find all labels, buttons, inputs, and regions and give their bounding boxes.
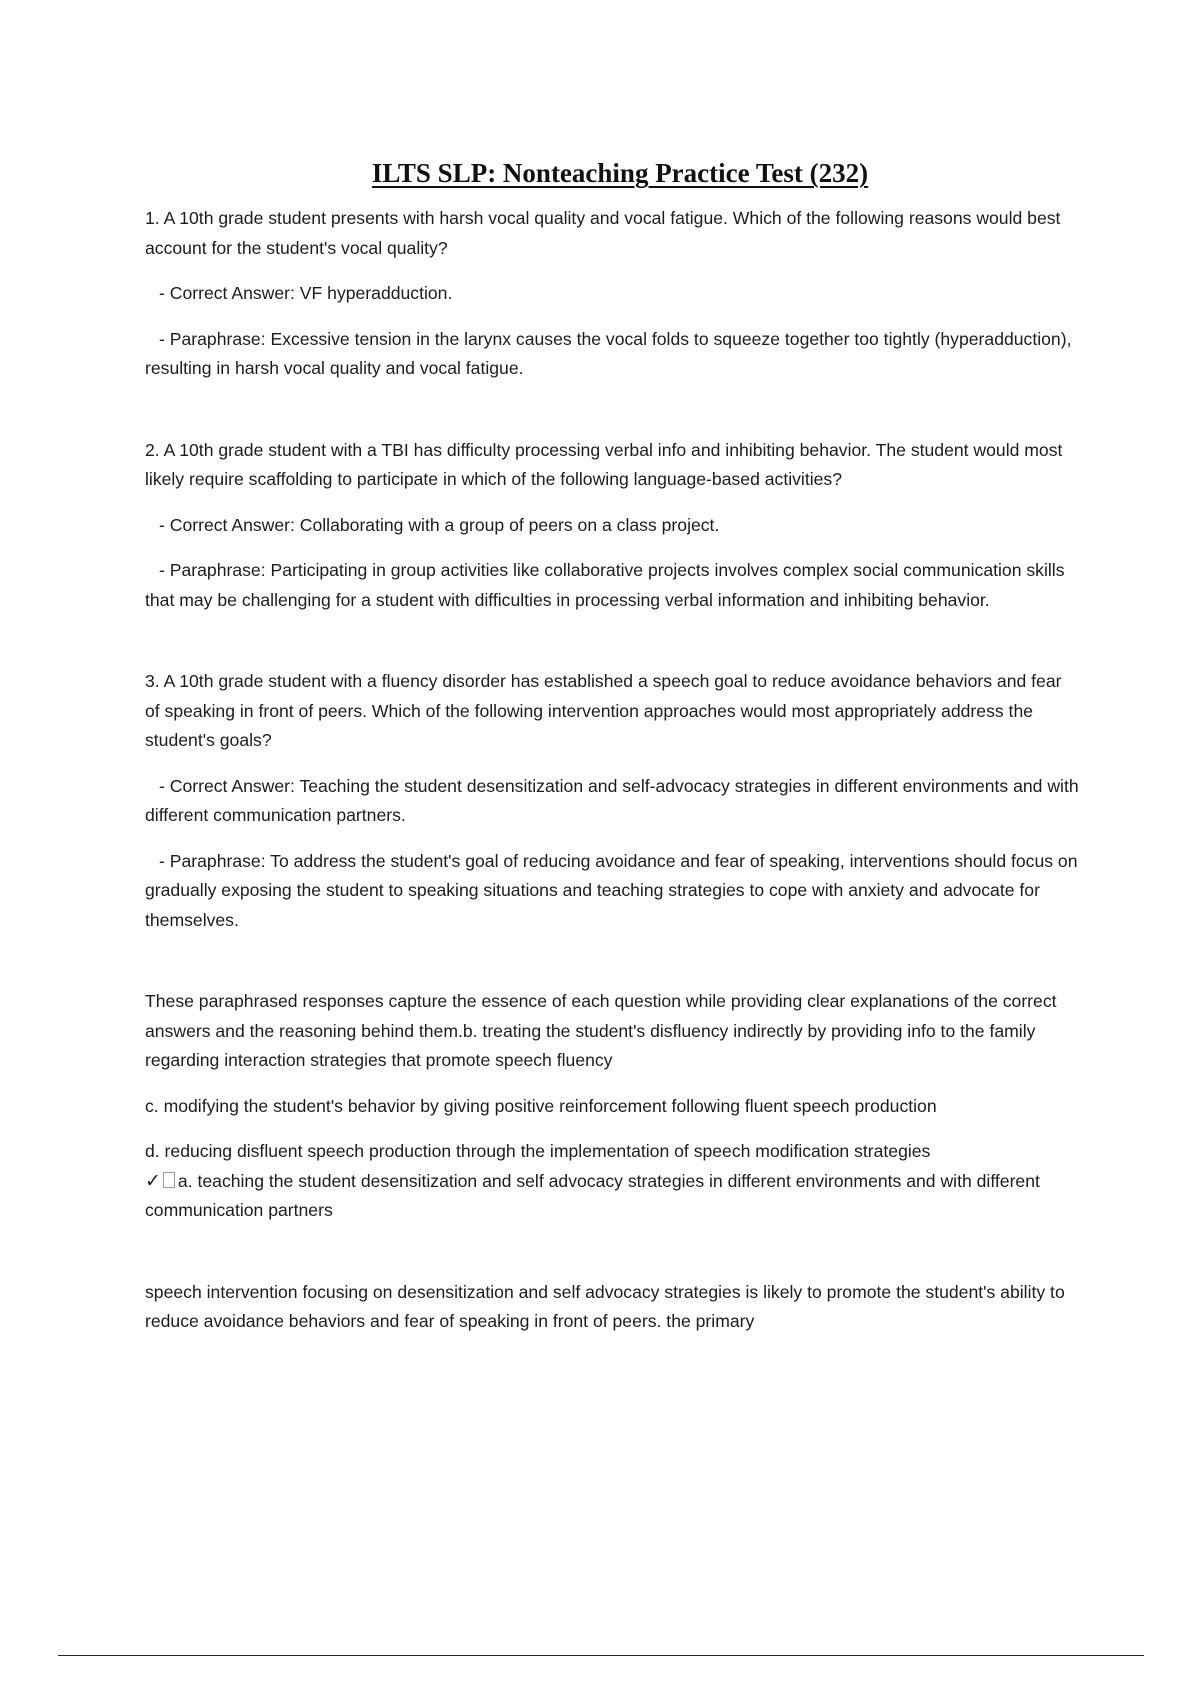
question-2-text: 2. A 10th grade student with a TBI has difficulty processing verbal info and inhibiting behavior. The student would most likely require scaffolding to participate in which of the following language-based activities? [145,439,1063,489]
section-gap [145,1242,1080,1278]
section-gap [145,400,1080,436]
question-1-paraphrase: - Paraphrase: Excessive tension in the larynx causes the vocal folds to squeeze together too tightly (hyperadduction), resulting in harsh vocal quality and vocal fatigue. [145,328,1072,378]
question-3-text: 3. A 10th grade student with a fluency disorder has established a speech goal to reduce avoidance behaviors and fear of speaking in front of peers. Which of the following intervention approaches would most appropriately address the student's goals? [145,671,1062,750]
question-3-paraphrase: - Paraphrase: To address the student's goal of reducing avoidance and fear of speaking, interventions should focus on gradually exposing the student to speaking situations and teaching strategies to cope with anxiety and advocate for themselves. [145,850,1078,930]
checkbox-icon [163,1172,175,1188]
footer-divider [58,1655,1144,1656]
option-d: d. reducing disfluent speech production through the implementation of speech modification strategies [145,1141,931,1161]
document-body [145,204,1080,1353]
question-1-answer: - Correct Answer: VF hyperadduction. [159,283,453,303]
option-a-correct [145,1167,1080,1226]
rationale-paragraph: speech intervention focusing on desensitization and self advocacy strategies is likely to promote the student's ability to reduce avoidance behaviors and fear of speaking in front of peers. the primary [145,1281,1065,1331]
section-gap [145,631,1080,667]
page-title: ILTS SLP: Nonteaching Practice Test (232) [371,158,869,189]
option-c: c. modifying the student's behavior by giving positive reinforcement following fluent speech production [145,1095,937,1116]
question-2-paraphrase: - Paraphrase: Participating in group activities like collaborative projects involves complex social communication skills that may be challenging for a student with difficulties in processing verbal information and inhibiting behavior. [145,560,1065,610]
question-3-answer: - Correct Answer: Teaching the student desensitization and self-advocacy strategies in different environments and with different communication partners. [145,775,1079,825]
checkmark-icon: ✓ [145,1169,161,1192]
question-2-answer: - Correct Answer: Collaborating with a group of peers on a class project. [159,514,720,535]
summary-paragraph: These paraphrased responses capture the essence of each question while providing clear explanations of the correct answers and the reasoning behind them.b. treating the student's disfluency indirectly by providing info to the family regarding interaction strategies that promote speech fluency [145,991,1057,1070]
section-gap [145,951,1080,987]
option-a-text: a. teaching the student desensitization and self advocacy strategies in different environments and with different communication partners [145,1170,1040,1220]
question-1-text: 1. A 10th grade student presents with harsh vocal quality and vocal fatigue. Which of the following reasons would best account for the student's vocal quality? [145,208,1061,258]
